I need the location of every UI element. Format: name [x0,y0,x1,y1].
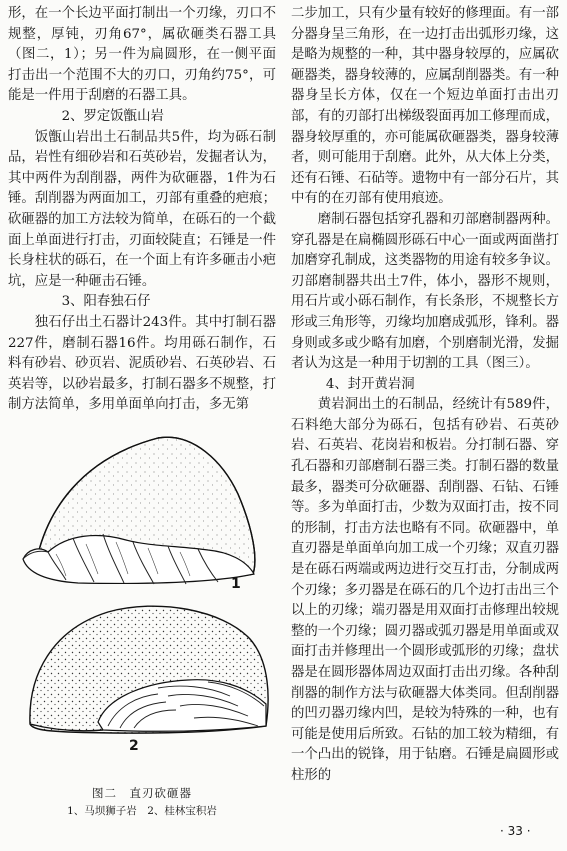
section-heading: 2、罗定饭甑山岩 [61,108,164,124]
paragraph: 形，在一个长边平面打制出一个刃缘，刃口不规整，厚钝，刃角67°，属砍砸类石器工具（图二，1）；另一件为扁圆形，在一侧平面打击出一个范围不大的刃口，刃角约75°，可能是一件用于刮磨的石器工具。 [8,6,276,104]
tool-1-drawing [23,437,255,584]
figure-label-2: 2 [129,738,139,754]
figure-chopper-drawing [8,434,276,830]
paragraph: 独石仔出土石器计243件。其中打制石器227件，磨制石器16件。均用砾石制作，石料有砂岩、砂页岩、泥质砂岩、石英砂岩、石英岩等，以砂岩最多，打制石器多不规整，打制方法简单，多用单面单向打击，多无第 [8,314,276,413]
left-column [8,4,276,416]
page-number: · 33 · [500,824,531,838]
tool-2-drawing [30,606,268,733]
right-column [291,4,559,787]
figure-caption-subtitle: 1、马坝狮子岩 2、桂林宝积岩 [67,805,217,817]
stone-tool-illustration [8,434,276,779]
paragraph: 黄岩洞出土的石制品，经统计有589件，石料绝大部分为砾石，包括有砂岩、石英砂岩、石英岩、花岗岩和板岩。分打制石器、穿孔石器和刃部磨制石器三类。打制石器的数量最多，器类可分砍砸器、刮削器、石钻、石锤等。多为单面打击，少数为双面打击，按不同的形制，打击方法也略有不同。砍砸器中，单直刃器是单面单向加工成一个刃缘；双直刃器是在砾石两端或两边进行交互打击，分制成两个刃缘；多刃器是在砾石的几个边打击出三个以上的刃缘；端刃器是用双面打击修理出较规整的一个刃缘；圆刃器或弧刃器是用单面或双面打击并修理出一个圆形或弧形的刃缘；盘状器是在圆形器体周边双面打击出刃缘。各种刮削器的制作方法与砍砸器大体类同。但刮削器的凹刃器刃缘内凹，是较为特殊的一种，也有可能是使用后所致。石钻的加工较为精细，有一个凸出的锐锋，用于钻磨。石锤是扁圆形或柱形的 [291,397,559,783]
section-heading: 4、封开黄岩洞 [325,376,415,392]
figure-label-1: 1 [231,576,241,592]
paragraph: 饭甑山岩出土石制品共5件，均为砾石制品，岩性有细砂岩和石英砂岩，发掘者认为，其中两件为刮削器，两件为砍砸器，1件为石锤。刮削器为两面加工，刃部有重叠的疤痕；砍砸器的加工方法较为简单，在砾石的一个截面上单面进行打击，刃面较陡直；石锤是一件长身柱状的砾石，在一个面上有许多砸击小疤坑，应是一种砸击石锤。 [8,129,276,289]
section-heading: 3、阳春独石仔 [61,294,151,310]
paragraph: 二步加工，只有少量有较好的修理面。有一部分器身呈三角形，在一边打击出弧形刃缘，这是略为规整的一种，其中器身较厚的，应属砍砸器类，器身较薄的，应属刮削器类。有一种器身呈长方体，仅在一个短边单面打击出刃部，有的刃部打出梯级裂面再加工修理而成，器身较厚重的，亦可能属砍砸器类，器身较薄者，则可能用于刮磨。此外，从大体上分类，还有石锤、石砧等。遗物中有一部分石片，其中有的在刃部有使用痕迹。 [291,6,559,207]
figure-caption-title: 图二 直刃砍砸器 [92,786,192,800]
paragraph: 磨制石器包括穿孔器和刃部磨制器两种。穿孔器是在扁椭圆形砾石中心一面或两面凿打加磨穿孔制成，这类器物的用途有较多争议。刃部磨制器共出土7件，体小，器形不规则，用石片或小砾石制作，有长条形，不规整长方形或三角形等，刃缘均加磨成弧形，锋利。器身则或多或少略有加磨，个别磨制光滑，发掘者认为这是一种用于切割的工具（图三）。 [291,211,559,372]
